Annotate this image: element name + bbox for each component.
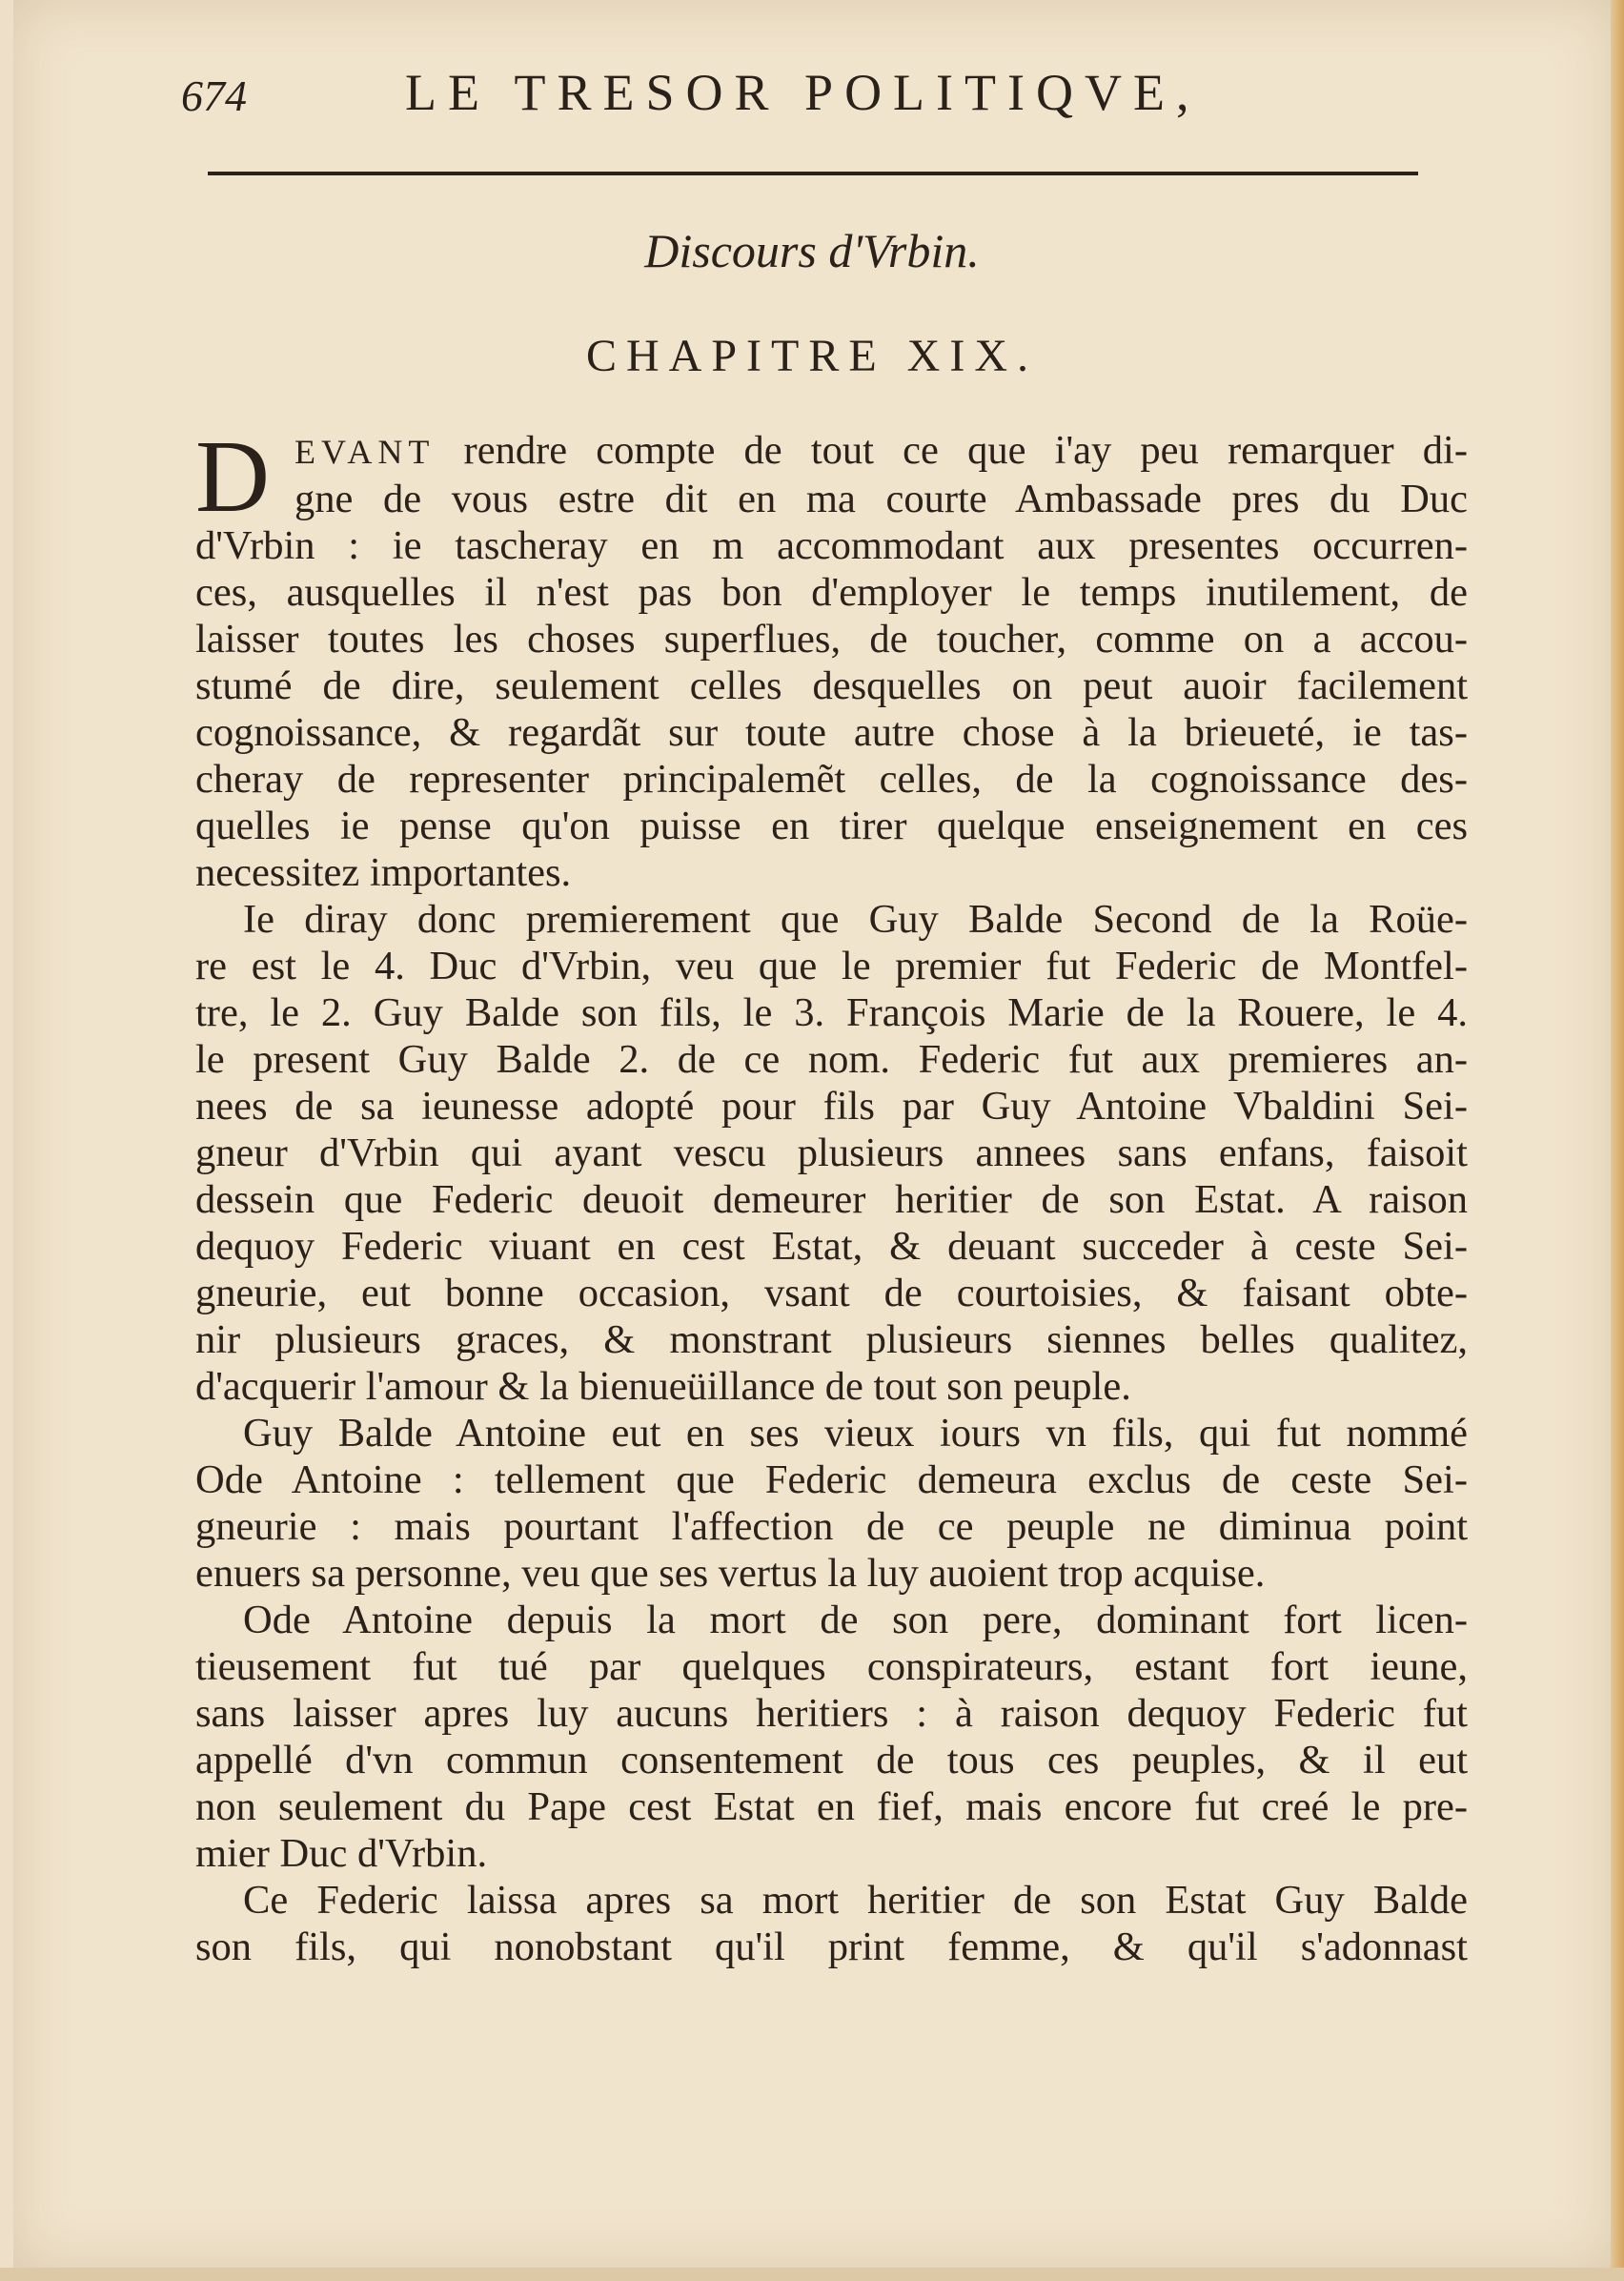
discourse-title: Discours d'Vrbin.	[644, 224, 980, 277]
page-number: 674	[181, 71, 247, 120]
text-line: gneurie : mais pourtant l'affection de ce peuple ne diminua point	[195, 1504, 1468, 1549]
text-line: tre, le 2. Guy Balde son fils, le 3. François Marie de la Rouere, le 4.	[195, 990, 1468, 1035]
text-line: le present Guy Balde 2. de ce nom. Federic fut aux premieres an-	[195, 1037, 1468, 1082]
text-line: appellé d'vn commun consentement de tous ces peuples, & il eut	[195, 1738, 1468, 1782]
text-line: gne de vous estre dit en ma courte Ambassade pres du Duc	[294, 477, 1468, 521]
text-line: re est le 4. Duc d'Vrbin, veu que le premier fut Federic de Montfel-	[195, 944, 1468, 988]
text-line: Guy Balde Antoine eut en ses vieux iours vn fils, qui fut nommé	[243, 1411, 1468, 1456]
page-header	[181, 63, 1458, 130]
text-line: necessitez importantes.	[195, 850, 572, 895]
text-line: sans laisser apres luy aucuns heritiers : à raison dequoy Federic fut	[195, 1691, 1468, 1736]
text-line-content: rendre compte de tout ce que i'ay peu remarquer di-	[463, 428, 1468, 473]
drop-cap: D	[195, 420, 270, 534]
text-line: Ce Federic laissa apres sa mort heritier de son Estat Guy Balde	[243, 1878, 1468, 1923]
text-line: quelles ie pense qu'on puisse en tirer quelque enseignement en ces	[195, 804, 1468, 848]
running-title: LE TRESOR POLITIQVE,	[405, 64, 1201, 121]
text-line	[294, 427, 1468, 476]
text-line: mier Duc d'Vrbin.	[195, 1831, 488, 1876]
text-line: Ie diray donc premierement que Guy Balde Second de la Roüe-	[243, 897, 1468, 942]
chapter-body	[195, 420, 1468, 1970]
text-line: cognoissance, & regardãt sur toute autre chose à la brieueté, ie tas-	[195, 710, 1468, 755]
page-bottom-edge	[0, 2268, 1624, 2281]
text-line: dessein que Federic deuoit demeurer heritier de son Estat. A raison	[195, 1177, 1468, 1222]
text-line: d'acquerir l'amour & la bienueüillance de tout son peuple.	[195, 1364, 1131, 1409]
text-line: gneurie, eut bonne occasion, vsant de courtoisies, & faisant obte-	[195, 1271, 1468, 1315]
text-line: son fils, qui nonobstant qu'il print femme, & qu'il s'adonnast	[195, 1925, 1468, 1969]
text-line: non seulement du Pape cest Estat en fief, mais encore fut creé le pre-	[195, 1784, 1468, 1829]
text-line: nees de sa ieunesse adopté pour fils par Guy Antoine Vbaldini Sei-	[195, 1084, 1468, 1129]
text-line: Ode Antoine depuis la mort de son pere, dominant fort licen-	[243, 1598, 1468, 1642]
text-line: d'Vrbin : ie tascheray en m accommodant aux presentes occurren-	[195, 523, 1468, 568]
text-line: laisser toutes les choses superflues, de toucher, comme on a accou-	[195, 617, 1468, 662]
text-line: tieusement fut tué par quelques conspirateurs, estant fort ieune,	[195, 1644, 1468, 1689]
text-line: Ode Antoine : tellement que Federic demeura exclus de ceste Sei-	[195, 1457, 1468, 1502]
first-word-rest: EVANT	[294, 433, 436, 471]
text-line: cheray de representer principalemẽt celles, de la cognoissance des-	[195, 757, 1468, 802]
header-rule	[208, 172, 1418, 175]
text-line: ces, ausquelles il n'est pas bon d'employer le temps inutilement, de	[195, 570, 1468, 615]
text-line: enuers sa personne, veu que ses vertus la luy auoient trop acquise.	[195, 1551, 1266, 1596]
text-line: stumé de dire, seulement celles desquelles on peut auoir facilement	[195, 663, 1468, 708]
text-line: dequoy Federic viuant en cest Estat, & deuant succeder à ceste Sei-	[195, 1224, 1468, 1269]
text-line: nir plusieurs graces, & monstrant plusieurs siennes belles qualitez,	[195, 1317, 1468, 1362]
chapter-heading: CHAPITRE XIX.	[586, 331, 1038, 381]
text-line: gneur d'Vrbin qui ayant vescu plusieurs annees sans enfans, faisoit	[195, 1130, 1468, 1175]
